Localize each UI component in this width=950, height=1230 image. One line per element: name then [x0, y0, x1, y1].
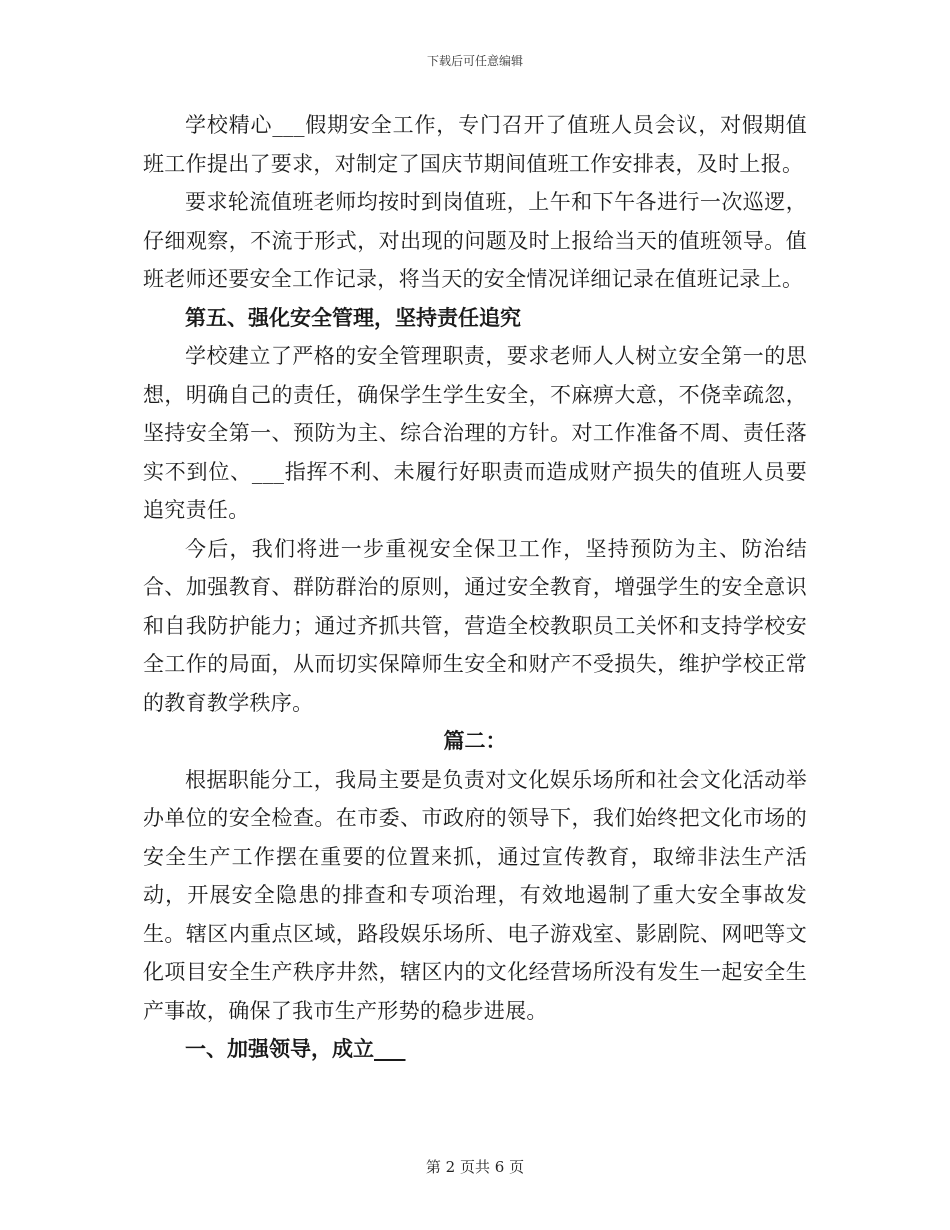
paragraph-safety-management: 学校建立了严格的安全管理职责，要求老师人人树立安全第一的思想，明确自己的责任，确保学生学生安全，不麻痹大意，不侥幸疏忽，坚持安全第一、预防为主、综合治理的方针。对工作准备不周、责任落实不到位、___指挥不利、未履行好职责而造成财产损失的值班人员要追究责任。: [143, 344, 807, 522]
part-two-heading: 篇二：: [443, 728, 507, 753]
section-heading-one: 一、加强领导，成立___: [185, 1036, 406, 1061]
page-footer: 第 2 页共 6 页: [425, 1158, 525, 1176]
page-header: 下载后可任意编辑: [426, 54, 523, 68]
document-body: [143, 106, 807, 1069]
paragraph-culture-bureau: 根据职能分工，我局主要是负责对文化娱乐场所和社会文化活动举办单位的安全检查。在市委、市政府的领导下，我们始终把文化市场的安全生产工作摆在重要的位置来抓，通过宣传教育，取缔非法生产活动，开展安全隐患的排查和专项治理，有效地遏制了重大安全事故发生。辖区内重点区域，路段娱乐场所、电子游戏室、影剧院、网吧等文化项目安全生产秩序井然，辖区内的文化经营场所没有发生一起安全生产事故，确保了我市生产形势的稳步进展。: [143, 767, 807, 1023]
paragraph-holiday-safety: 学校精心___假期安全工作，专门召开了值班人员会议，对假期值班工作提出了要求，对制定了国庆节期间值班工作安排表，及时上报。: [143, 113, 807, 176]
paragraph-duty-rotation: 要求轮流值班老师均按时到岗值班，上午和下午各进行一次巡逻，仔细观察，不流于形式，对出现的问题及时上报给当天的值班领导。值班老师还要安全工作记录，将当天的安全情况详细记录在值班记录上。: [143, 190, 807, 291]
section-heading-five: 第五、强化安全管理，坚持责任追究: [185, 304, 521, 330]
paragraph-future-work: 今后，我们将进一步重视安全保卫工作，坚持预防为主、防治结合、加强教育、群防群治的原则，通过安全教育，增强学生的安全意识和自我防护能力；通过齐抓共管，营造全校教职员工关怀和支持学校安全工作的局面，从而切实保障师生安全和财产不受损失，维护学校正常的教育教学秩序。: [143, 536, 807, 715]
